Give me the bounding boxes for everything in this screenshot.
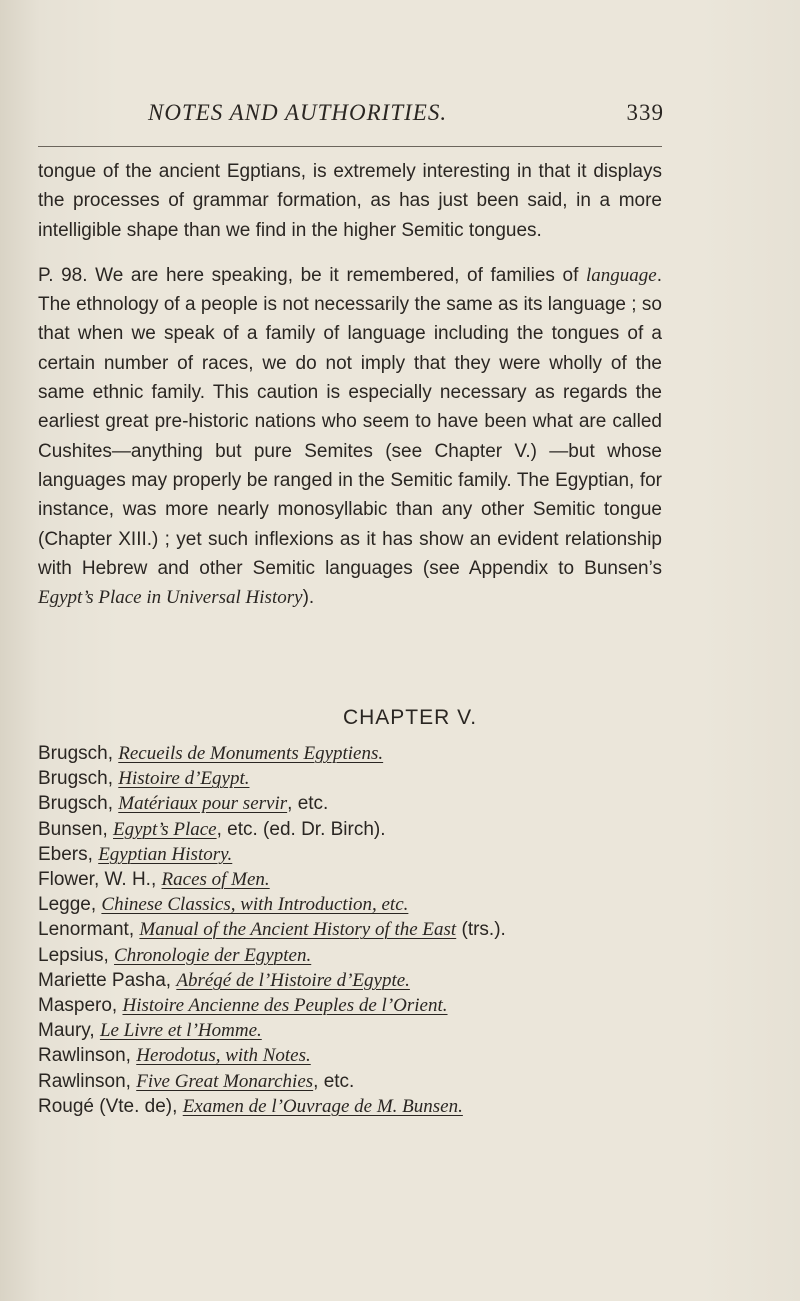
reference-author: Bunsen, [38,818,113,840]
reference-item [38,791,698,816]
reference-note: , etc. [313,1070,355,1092]
reference-work: Five Great Monarchies [136,1070,314,1092]
emphasis-book-title: Egypt’s Place in Universal History [38,587,303,609]
paragraph-2-text-b: . The ethnology of a people is not necessarily the same as its language ; so that when we speak of a family of language including the tongues of a certain number of races, we do not imply that they were wholly of the same ethnic family. This caution is especially necessary as regards the earliest great pre-historic nations who seem to have been what are called Cushites—anything but pure Semites (see Chapter V.) —but whose languages may properly be ranged in the Semitic family. The Egyptian, for instance, was more nearly monosyllabic than any other Semitic tongue (Chapter XIII.) ; yet such inflexions as it has show an evident relationship with Hebrew and other Semitic languages (see Appendix to Bunsen’s [38,264,662,579]
reference-item [38,993,698,1018]
reference-item [38,842,698,867]
reference-work: Chronologie der Egypten. [114,944,312,966]
reference-work: Egyptian History. [98,843,233,865]
page-number: 339 [626,100,664,125]
reference-work: Manual of the Ancient History of the East [139,919,457,941]
emphasis-language: language [586,264,657,286]
reference-note: , etc. (ed. Dr. Birch). [216,818,386,840]
reference-item [38,1094,698,1119]
reference-work: Egypt’s Place [113,818,217,840]
reference-work: Races of Men. [161,869,270,891]
reference-author: Rougé (Vte. de), [38,1095,183,1117]
reference-author: Lepsius, [38,944,115,966]
reference-work: Le Livre et l’Homme. [99,1020,262,1042]
reference-author: Mariette Pasha, [38,969,177,991]
reference-author: Brugsch, [38,743,119,764]
reference-author: Brugsch, [38,793,119,815]
reference-author: Maury, [38,1020,100,1042]
reference-work: Examen de l’Ouvrage de M. Bunsen. [182,1095,463,1117]
running-title: NOTES AND AUTHORITIES. [148,100,448,125]
reference-work: Chinese Classics, with Introduction, etc. [101,894,409,916]
reference-author: Rawlinson, [38,1070,137,1092]
paragraph-2-text-c: ). [302,587,315,609]
reference-item [38,741,698,766]
reference-item [38,892,698,917]
reference-work: Recueils de Monuments Egyptiens. [118,743,384,764]
reference-note: (trs.). [456,919,506,941]
reference-item [38,917,698,942]
reference-author: Brugsch, [38,768,119,790]
reference-item [38,1069,698,1094]
reference-list [38,741,698,1119]
header-rule [38,146,662,147]
reference-author: Ebers, [38,843,99,865]
reference-author: Flower, W. H., [38,869,162,891]
reference-work: Histoire d’Egypt. [118,768,250,790]
reference-work: Matériaux pour servir [118,793,288,815]
paragraph-2-text-a: P. 98. We are here speaking, be it remembered, of families of [38,264,586,286]
chapter-heading: CHAPTER V. [342,706,478,729]
reference-note: , etc. [287,793,329,815]
reference-author: Maspero, [38,995,123,1017]
reference-work: Histoire Ancienne des Peuples de l’Orient. [122,995,448,1017]
body-text [38,157,662,628]
reference-item [38,766,698,791]
reference-work: Herodotus, with Notes. [136,1045,311,1067]
reference-author: Legge, [38,894,102,916]
reference-item [38,867,698,892]
paragraph-2 [38,261,662,613]
reference-item [38,1018,698,1043]
reference-author: Rawlinson, [38,1045,137,1067]
paragraph-1: tongue of the ancient Egptians, is extremely interesting in that it displays the processes of grammar formation, as has just been said, in a more intelligible shape than we find in the higher Semitic tongues. [38,161,662,241]
reference-work: Abrégé de l’Histoire d’Egypte. [176,969,410,991]
reference-item [38,817,698,842]
reference-item [38,943,698,968]
reference-item [38,968,698,993]
reference-item [38,1043,698,1068]
reference-author: Lenormant, [38,919,140,941]
